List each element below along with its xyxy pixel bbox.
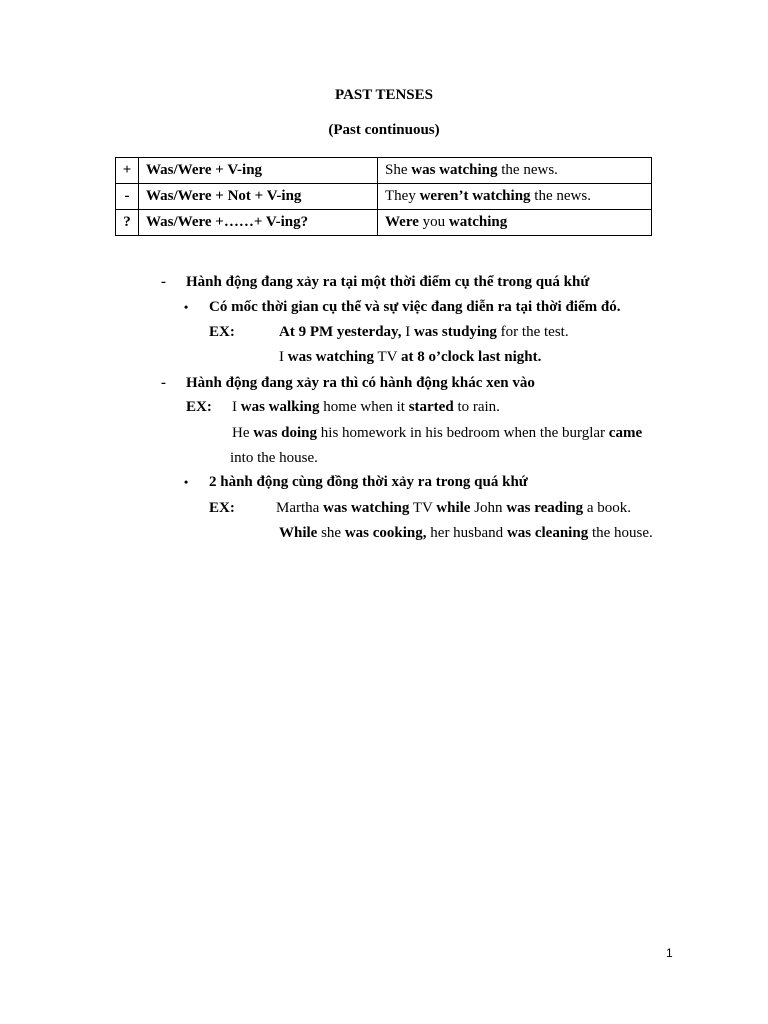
example-text-continued: into the house. (230, 450, 318, 466)
text-run: the house. (588, 525, 653, 541)
page-number: 1 (666, 946, 673, 960)
bold-run: came (608, 425, 643, 441)
example-cell (378, 158, 652, 184)
page-subtitle: (Past continuous) (328, 122, 440, 138)
text-run: John (470, 500, 507, 516)
bold-run: was cleaning (506, 525, 589, 541)
pattern-cell: Was/Were +……+ V-ing? (139, 210, 378, 236)
bold-run: was watching (287, 349, 375, 365)
dash-marker: - (161, 375, 166, 391)
text-run: you (418, 214, 449, 230)
text-run: I (279, 349, 288, 365)
ex-label: EX: (209, 500, 235, 516)
example-text (279, 348, 541, 366)
page-title: PAST TENSES (335, 87, 433, 103)
example-cell (378, 210, 652, 236)
text-run: his homework in his bedroom when the burglar (317, 425, 609, 441)
example-text (279, 323, 569, 341)
text-run: the news. (497, 162, 558, 178)
bold-run: was studying (413, 324, 497, 340)
dash-marker: - (161, 274, 166, 290)
text-run: I (232, 399, 241, 415)
bullet-text: Có mốc thời gian cụ thể và sự việc đang diễn ra tại thời điểm đó. (209, 299, 621, 315)
table-row-negative (116, 184, 652, 210)
bold-run: was reading (506, 500, 584, 516)
pattern-cell: Was/Were + V-ing (139, 158, 378, 184)
ex-label: EX: (186, 399, 212, 415)
formula-table (115, 157, 652, 236)
bold-run: was doing (253, 425, 318, 441)
example-text (276, 499, 631, 517)
ex-label: EX: (209, 324, 235, 340)
sign-cell: ? (116, 210, 139, 236)
bold-run: Were (385, 214, 419, 230)
text-run: TV (374, 349, 401, 365)
bullet-marker: • (184, 475, 189, 489)
text-run: her husband (426, 525, 507, 541)
sign-cell: - (116, 184, 139, 210)
heading-text: Hành động đang xảy ra tại một thời điểm cụ thể trong quá khứ (186, 274, 590, 290)
example-text (232, 424, 642, 442)
example-text (232, 398, 500, 416)
text-run: home when it (319, 399, 409, 415)
bold-run: was cooking, (344, 525, 427, 541)
bold-run: while (436, 500, 471, 516)
table-row-affirmative (116, 158, 652, 184)
sign-cell: + (116, 158, 139, 184)
bullet-text: 2 hành động cùng đồng thời xảy ra trong quá khứ (209, 474, 528, 490)
bold-run: at 8 o’clock last night. (400, 349, 542, 365)
text-run: She (385, 162, 412, 178)
bold-run: weren’t watching (419, 188, 531, 204)
text-run: I (401, 324, 414, 340)
example-cell (378, 184, 652, 210)
text-run: a book. (583, 500, 632, 516)
bold-run: At 9 PM yesterday, (279, 324, 402, 340)
text-run: They (385, 188, 420, 204)
bold-run: was walking (240, 399, 320, 415)
text-run: Martha (276, 500, 324, 516)
text-run: TV (409, 500, 437, 516)
example-text (279, 524, 653, 542)
text-run: the news. (530, 188, 591, 204)
bold-run: While (279, 525, 318, 541)
heading-text: Hành động đang xảy ra thì có hành động khác xen vào (186, 375, 535, 391)
bold-run: started (408, 399, 454, 415)
text-run: she (317, 525, 345, 541)
bullet-marker: • (184, 300, 189, 314)
text-run: for the test. (496, 324, 569, 340)
bold-run: watching (448, 214, 508, 230)
table-row-question (116, 210, 652, 236)
bold-run: was watching (323, 500, 410, 516)
text-run: to rain. (453, 399, 500, 415)
pattern-cell: Was/Were + Not + V-ing (139, 184, 378, 210)
bold-run: was watching (411, 162, 498, 178)
text-run: He (232, 425, 254, 441)
